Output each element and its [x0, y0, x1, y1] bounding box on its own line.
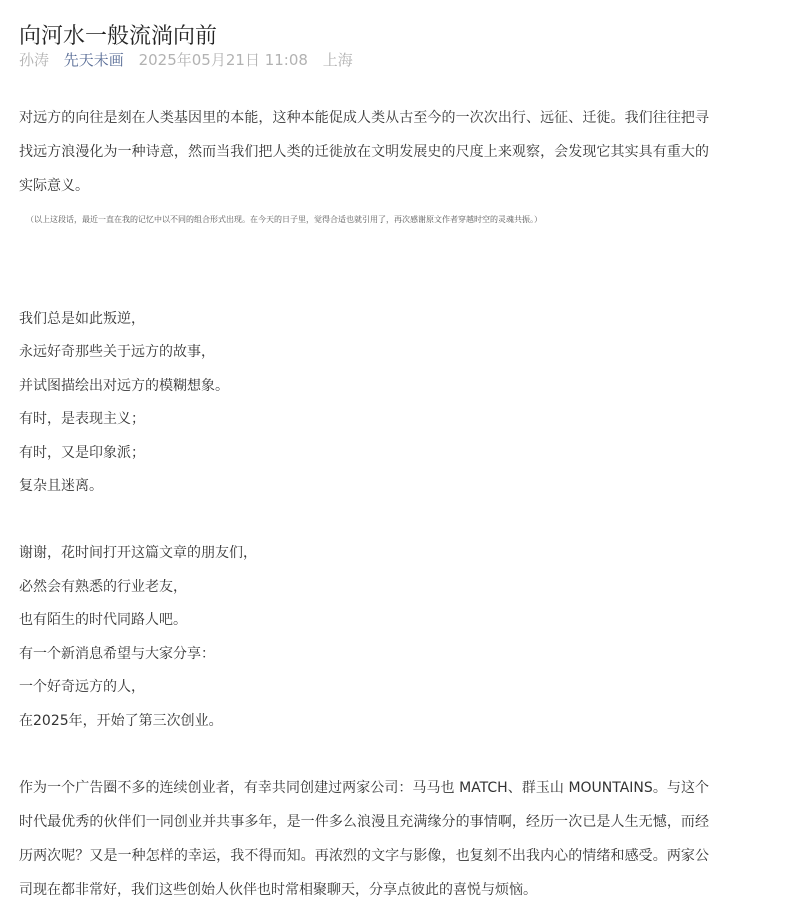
stanza2-line: 谢谢，花时间打开这篇文章的朋友们，	[19, 545, 257, 561]
stanza2-line: 有一个新消息希望与大家分享：	[19, 646, 215, 662]
stanza2-line: 在2025年，开始了第三次创业。	[19, 713, 223, 729]
stanza1-line: 我们总是如此叛逆，	[19, 311, 145, 327]
stanza1-line: 有时，又是印象派；	[19, 445, 145, 461]
stanza1-line: 复杂且迷离。	[19, 478, 103, 494]
stanza1-line: 并试图描绘出对远方的模糊想象。	[19, 378, 229, 394]
intro-note: （以上这段话，最近一直在我的记忆中以不同的组合形式出现。在今天的日子里，觉得合适也就引用了，再次感谢原文作者穿越时空的灵魂共振。）	[26, 215, 542, 224]
stanza2-line: 必然会有熟悉的行业老友，	[19, 579, 187, 595]
article-meta	[19, 50, 363, 70]
intro-paragraph: 对远方的向往是刻在人类基因里的本能，这种本能促成人类从古至今的一次次出行、远征、迁徙。我们往往把寻找远方浪漫化为一种诗意，然而当我们把人类的迁徙放在文明发展史的尺度上来观察，会发现它其实具有重大的实际意义。	[19, 110, 709, 194]
stanza2-line: 也有陌生的时代同路人吧。	[19, 612, 187, 628]
closing-paragraph: 作为一个广告圈不多的连续创业者，有幸共同创建过两家公司：马马也 MATCH、群玉山 MOUNTAINS。与这个时代最优秀的伙伴们一同创业并共事多年，是一件多么浪漫且充满缘分的事情啊，经历一次已是人生无憾，而经历两次呢？又是一种怎样的幸运，我不得而知。再浓烈的文字与影像，也复刻不出我内心的情绪和感受。两家公司现在都非常好，我们这些创始人伙伴也时常相聚聊天，分享点彼此的喜悦与烦恼。	[19, 780, 709, 898]
article-title: 向河水一般流淌向前	[19, 23, 218, 49]
account-link[interactable]: 先天未画	[63, 51, 124, 69]
stanza1-line: 有时，是表现主义；	[19, 411, 145, 427]
publish-location: 上海	[322, 51, 353, 69]
stanza2-line: 一个好奇远方的人，	[19, 679, 145, 695]
stanza1-line: 永远好奇那些关于远方的故事，	[19, 344, 215, 360]
publish-date: 2025年05月21日 11:08	[138, 51, 308, 69]
author-name: 孙涛	[19, 51, 50, 69]
